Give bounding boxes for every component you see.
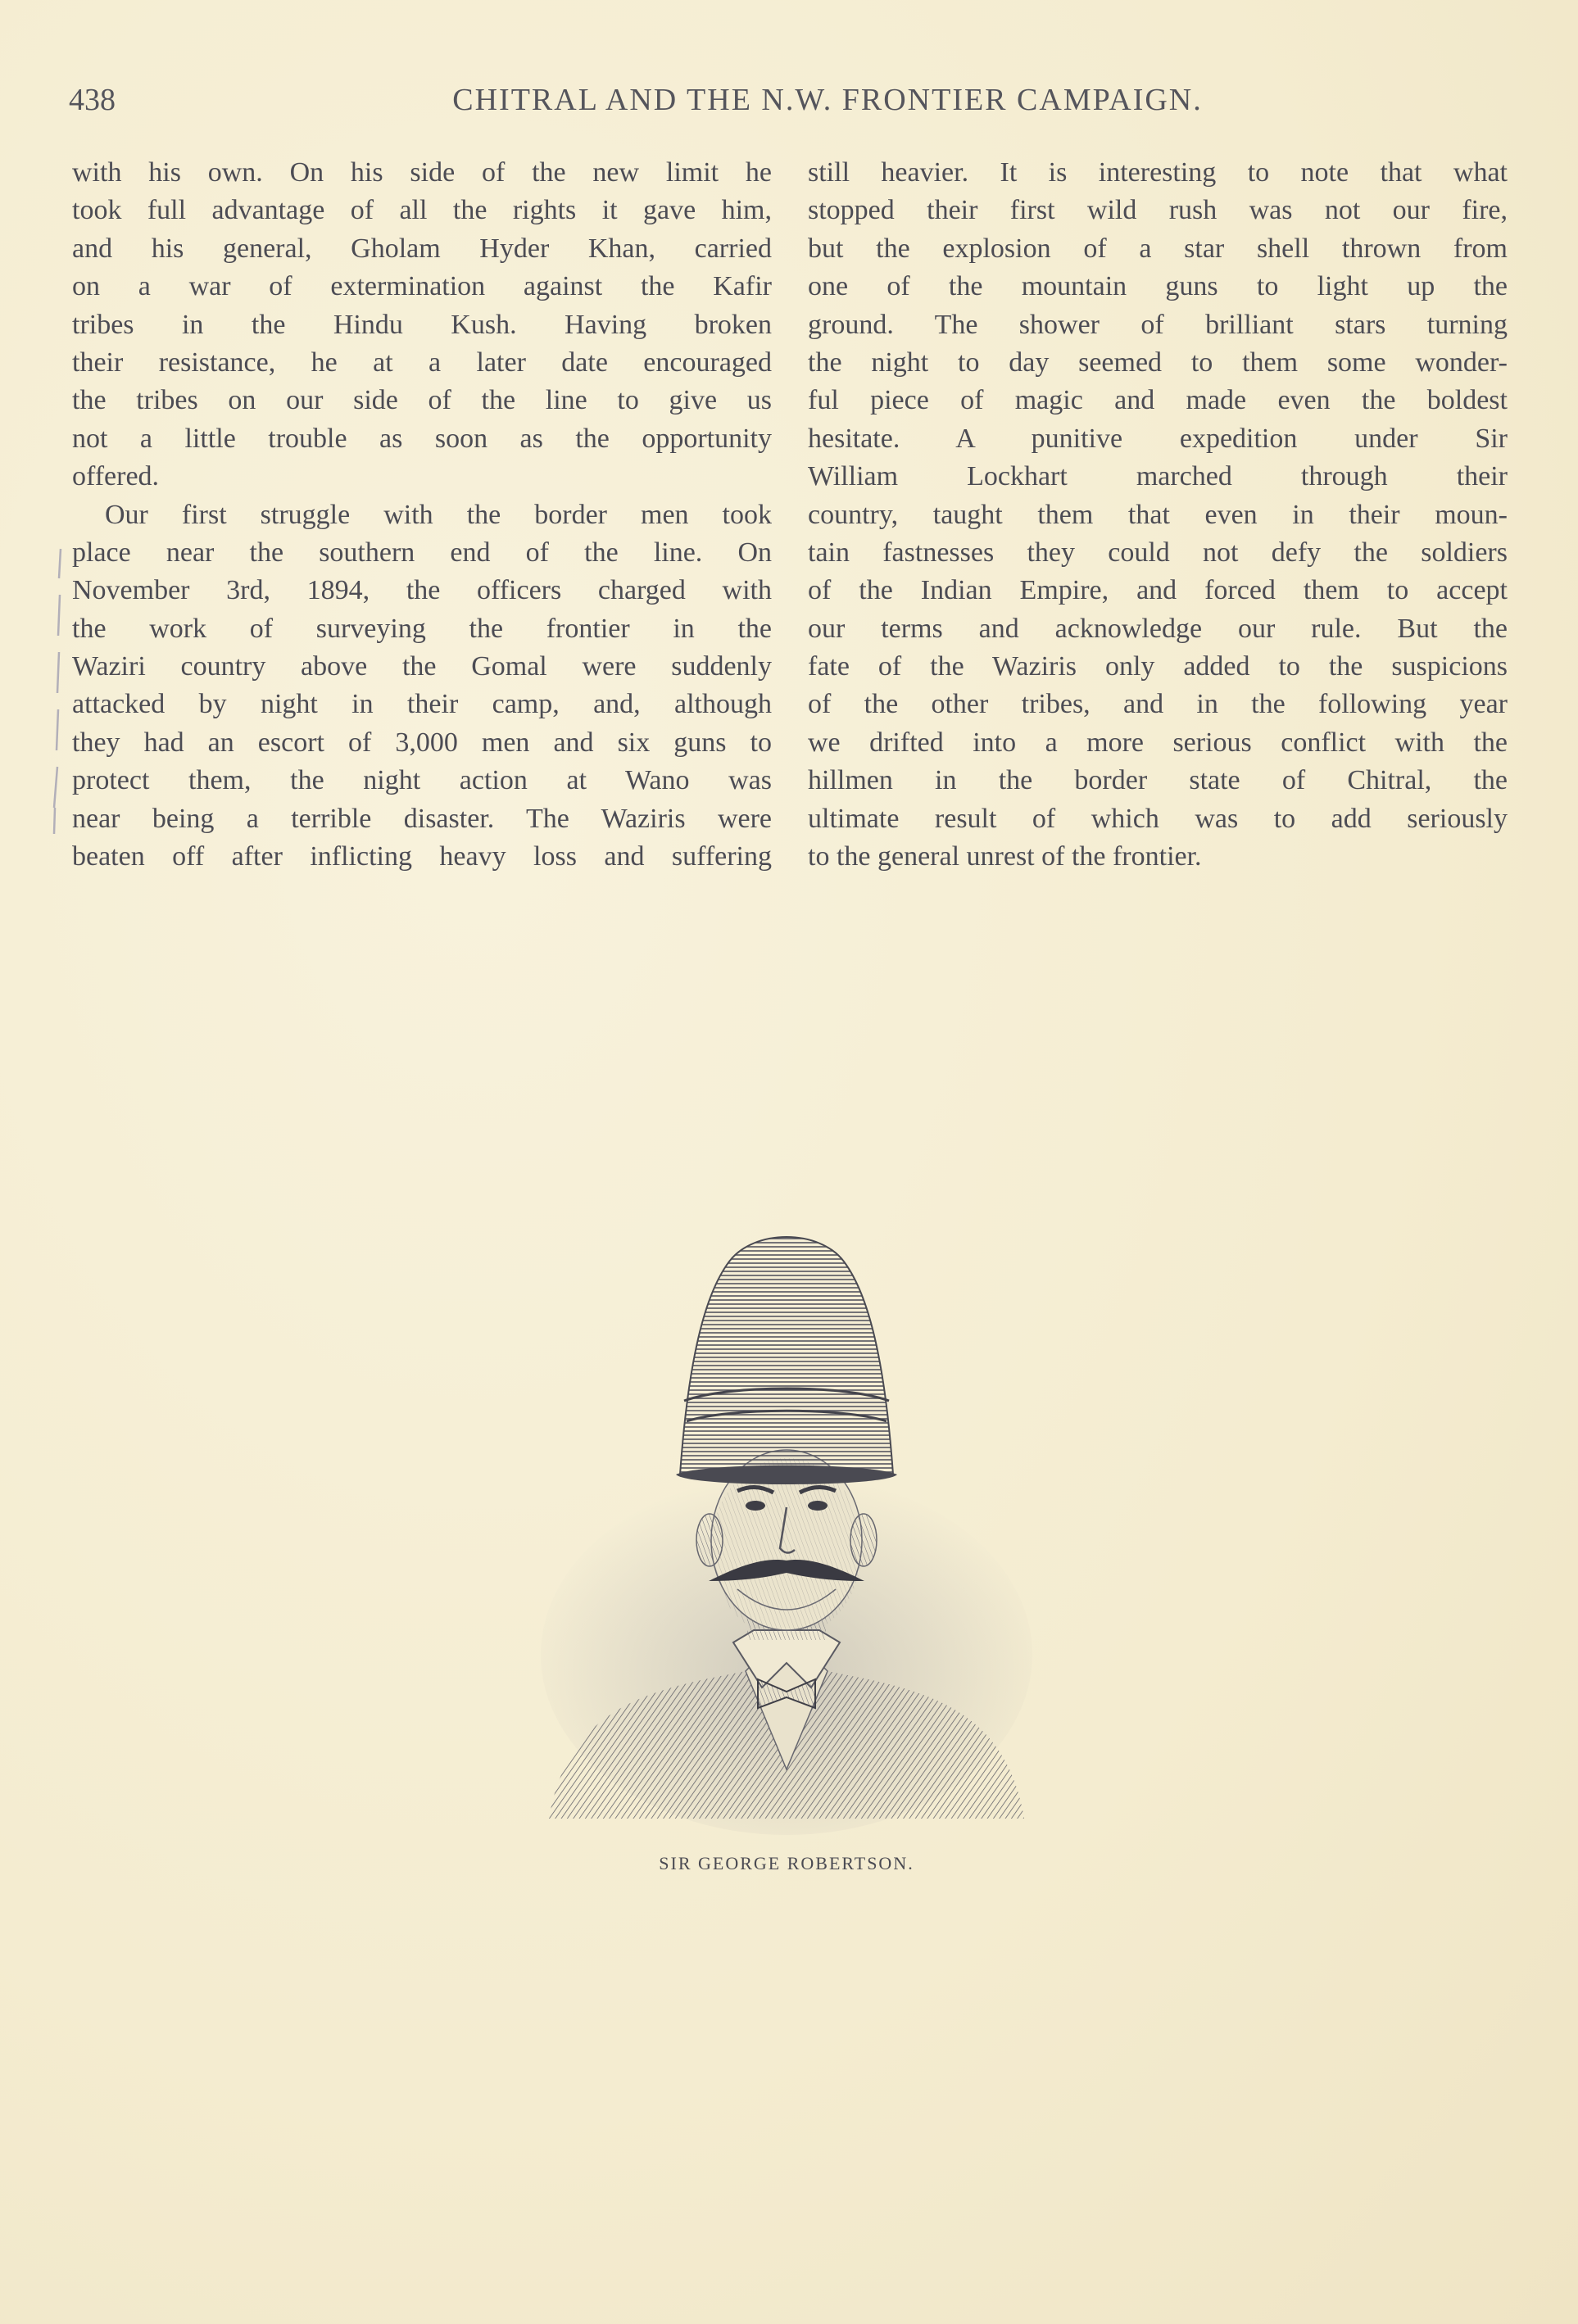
portrait-engraving [541, 1196, 1032, 1835]
text-line: the tribes on our side of the line to give us [72, 385, 772, 416]
text-line: protect them, the night action at Wano was [72, 765, 772, 796]
text-line: tain fastnesses they could not defy the soldiers [808, 537, 1508, 568]
running-title: CHITRAL AND THE N.W. FRONTIER CAMPAIGN. [452, 83, 1203, 117]
text-line: not a little trouble as soon as the opportunity [72, 423, 772, 454]
text-line: stopped their first wild rush was not our fire, [808, 195, 1508, 226]
text-line: on a war of extermination against the Kafir [72, 271, 772, 302]
right-text-column [808, 154, 1508, 876]
text-line: Our first struggle with the border men took [105, 499, 772, 530]
text-line: of the other tribes, and in the following year [808, 689, 1508, 720]
text-line: beaten off after inflicting heavy loss and suffering [72, 841, 772, 872]
page-number: 438 [69, 83, 116, 117]
figure-caption: SIR GEORGE ROBERTSON. [659, 1853, 914, 1873]
text-line: tribes in the Hindu Kush. Having broken [72, 309, 772, 340]
pencil-margin-mark [51, 546, 66, 837]
text-line: took full advantage of all the rights it gave him, [72, 195, 772, 226]
text-line: Waziri country above the Gomal were suddenly [72, 651, 772, 682]
text-line: our terms and acknowledge our rule. But the [808, 613, 1508, 644]
text-line: fate of the Waziris only added to the suspicions [808, 651, 1508, 682]
text-line: and his general, Gholam Hyder Khan, carried [72, 233, 772, 264]
text-line: we drifted into a more serious conflict with the [808, 727, 1508, 758]
text-line: place near the southern end of the line. On [72, 537, 772, 568]
text-line: one of the mountain guns to light up the [808, 271, 1508, 302]
text-line: offered. [72, 461, 160, 492]
text-line: ultimate result of which was to add seriously [808, 803, 1508, 834]
text-line: near being a terrible disaster. The Waziris were [72, 803, 772, 834]
text-line: ful piece of magic and made even the boldest [808, 385, 1508, 416]
text-line: the night to day seemed to them some wonder- [808, 347, 1508, 378]
text-line: they had an escort of 3,000 men and six guns to [72, 727, 772, 758]
text-line: their resistance, he at a later date encouraged [72, 347, 772, 378]
text-line: William Lockhart marched through their [808, 461, 1508, 492]
text-line: November 3rd, 1894, the officers charged with [72, 575, 772, 606]
text-line: still heavier. It is interesting to note that what [808, 157, 1508, 188]
text-line: the work of surveying the frontier in the [72, 613, 772, 644]
page-header [69, 82, 1503, 128]
text-line: with his own. On his side of the new limit he [72, 157, 772, 188]
left-text-column [72, 154, 772, 876]
text-line: to the general unrest of the frontier. [808, 841, 1202, 872]
text-line: but the explosion of a star shell thrown from [808, 233, 1508, 264]
text-line: hesitate. A punitive expedition under Sir [808, 423, 1508, 454]
text-line: ground. The shower of brilliant stars turning [808, 309, 1508, 340]
text-line: of the Indian Empire, and forced them to accept [808, 575, 1508, 606]
text-line: attacked by night in their camp, and, although [72, 689, 772, 720]
text-line: hillmen in the border state of Chitral, the [808, 765, 1508, 796]
text-line: country, taught them that even in their moun- [808, 499, 1508, 530]
